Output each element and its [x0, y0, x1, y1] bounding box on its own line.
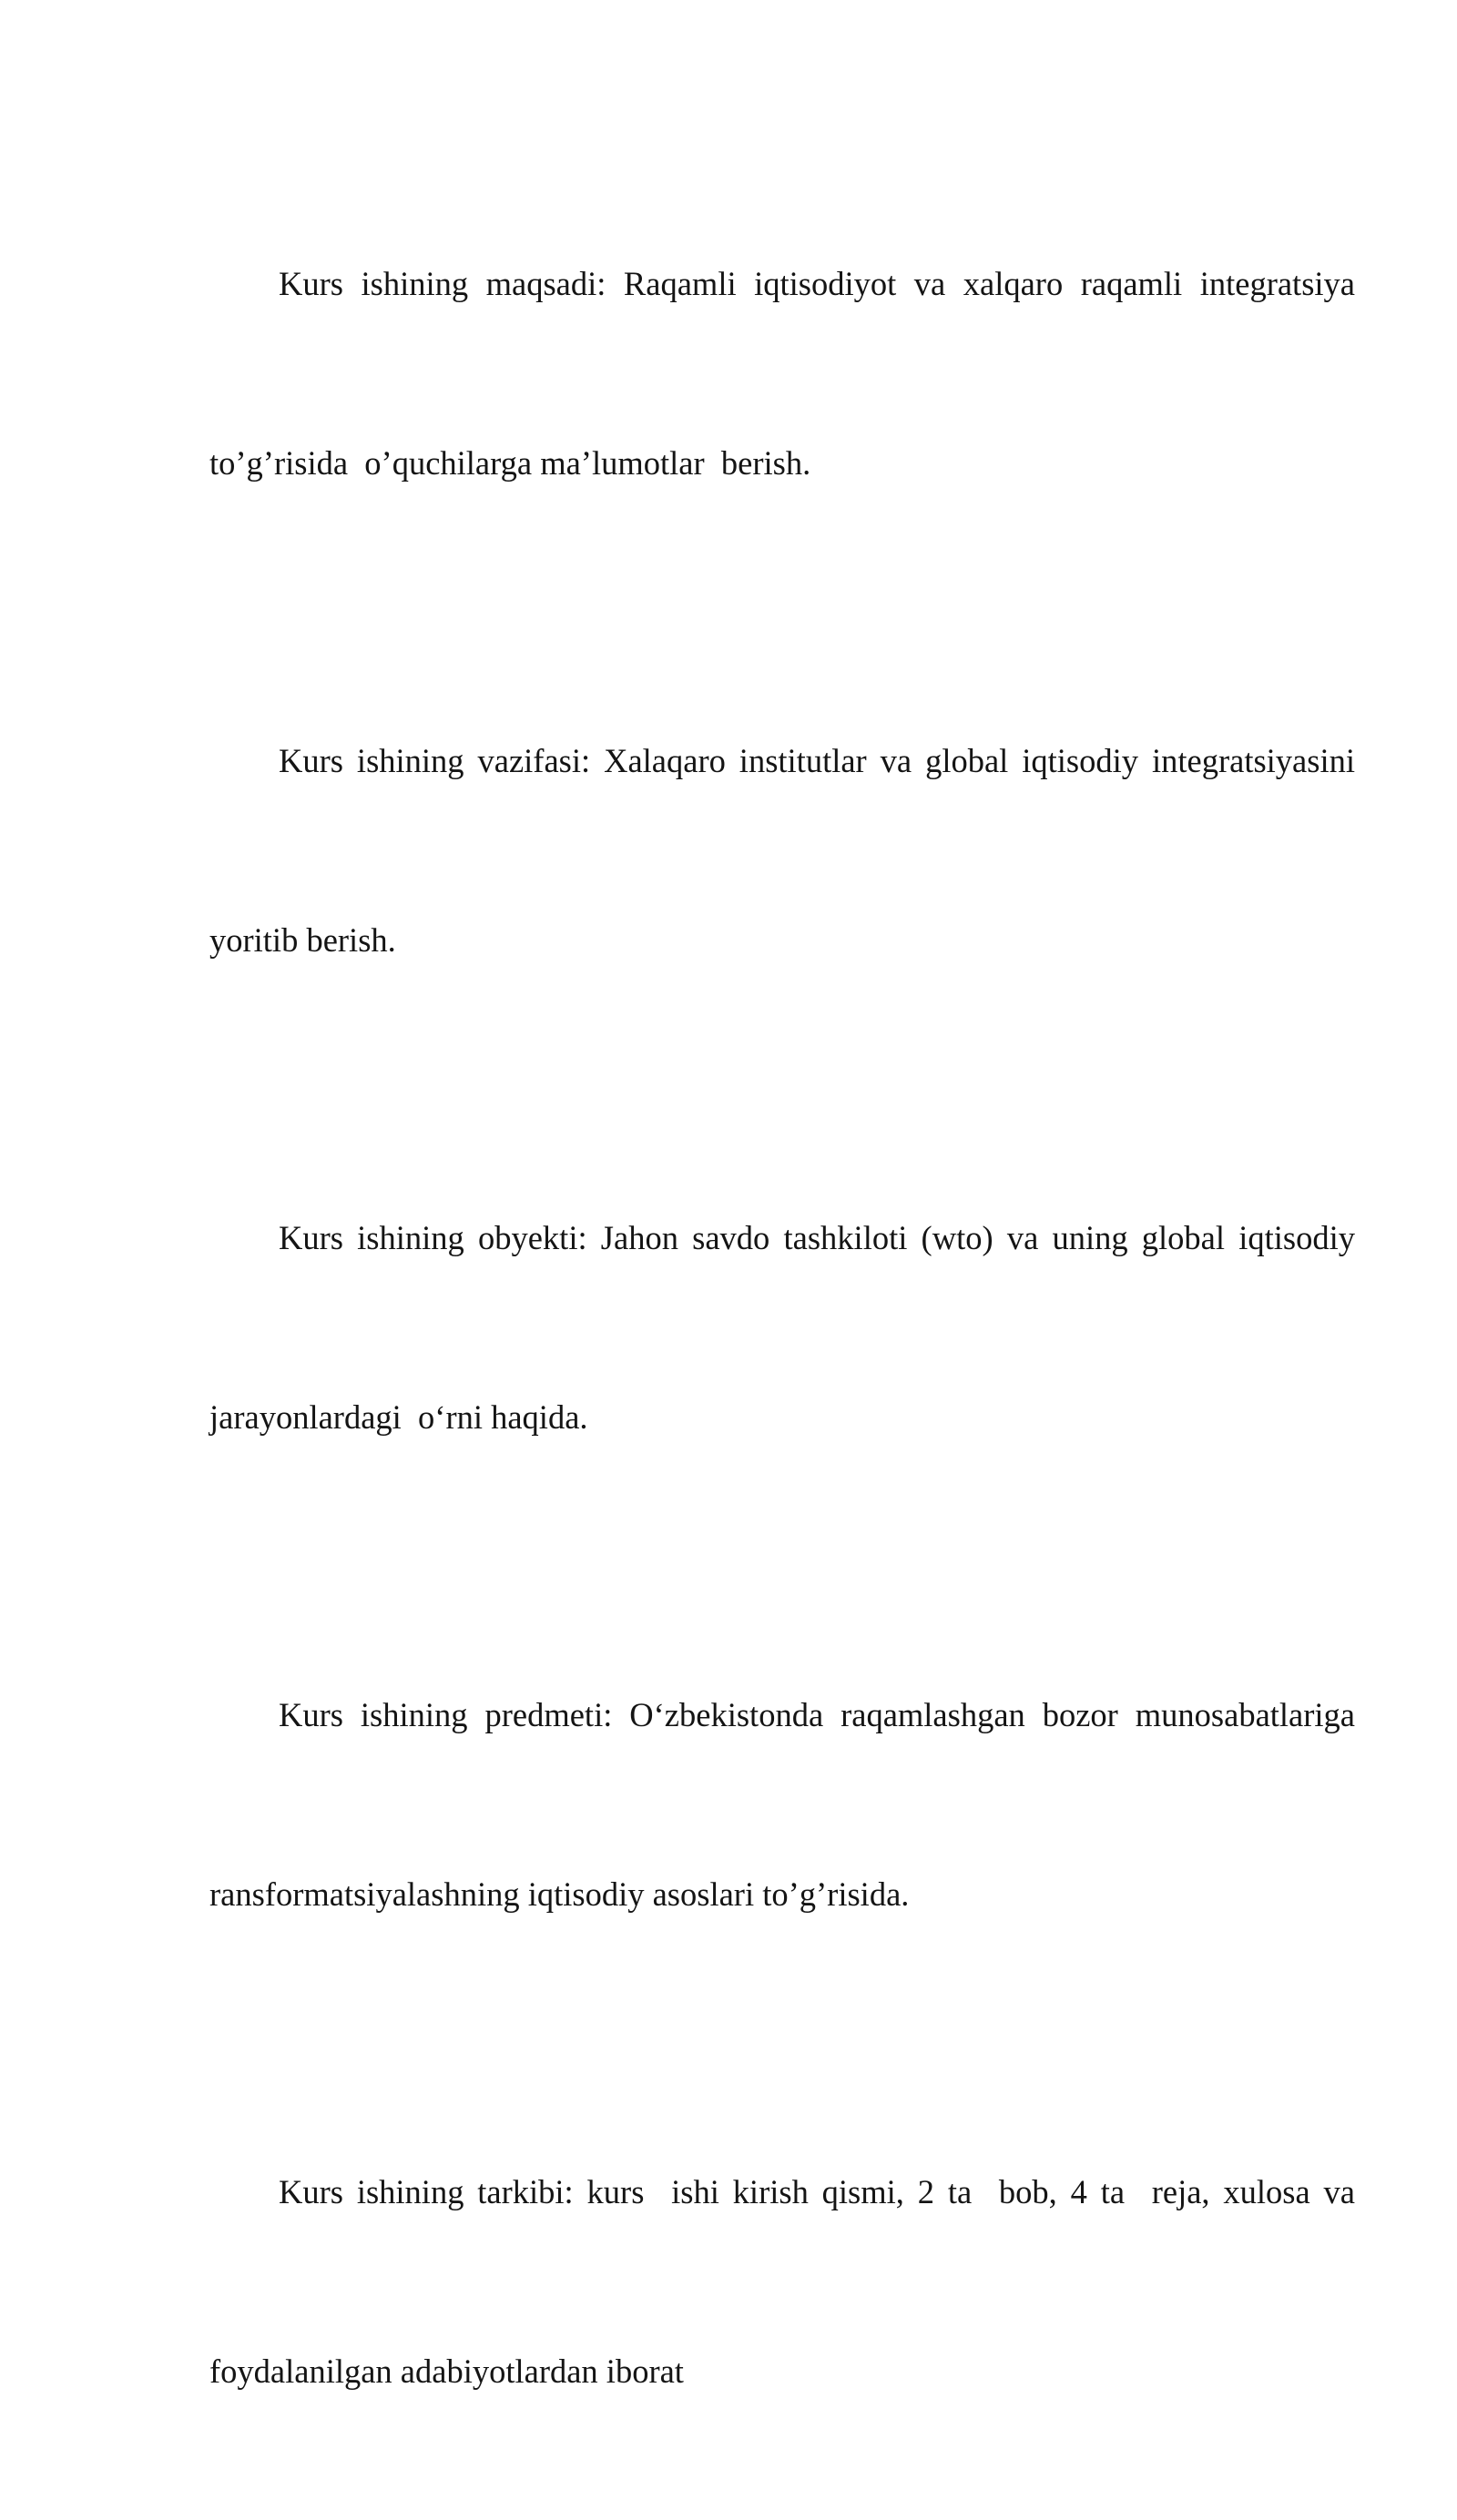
body-text	[209, 135, 1355, 2520]
paragraph-line: to’g’risida o’quchilarga ma’lumotlar berish.	[209, 443, 811, 482]
paragraph-purpose	[209, 135, 1355, 612]
paragraph-line: foydalanilgan adabiyotlardan iborat	[209, 2352, 684, 2390]
paragraph-line: ransformatsiyalashning iqtisodiy asoslari to’g’risida.	[209, 1875, 910, 1913]
paragraph-line: Kurs ishining maqsadi: Raqamli iqtisodiyot va xalqaro raqamli integratsiya	[279, 265, 1355, 302]
paragraph-line: Kurs ishining obyekti: Jahon savdo tashkiloti (wto) va uning global iqtisodiy	[279, 1219, 1355, 1256]
paragraph-object	[209, 1089, 1355, 1566]
paragraph-line: Kurs ishining vazifasi: Xalaqaro institutlar va global iqtisodiy integratsiyasini	[279, 742, 1355, 779]
paragraph-line: jarayonlardagi o‘rni haqida.	[209, 1397, 588, 1436]
paragraph-line: yoritib berish.	[209, 920, 396, 959]
paragraph-structure	[209, 2043, 1355, 2520]
paragraph-line: Kurs ishining tarkibi: kurs ishi kirish qismi, 2 ta bob, 4 ta reja, xulosa va	[279, 2173, 1355, 2210]
paragraph-task	[209, 612, 1355, 1089]
paragraph-subject	[209, 1566, 1355, 2043]
paragraph-line: Kurs ishining predmeti: O‘zbekistonda raqamlashgan bozor munosabatlariga	[279, 1696, 1355, 1733]
